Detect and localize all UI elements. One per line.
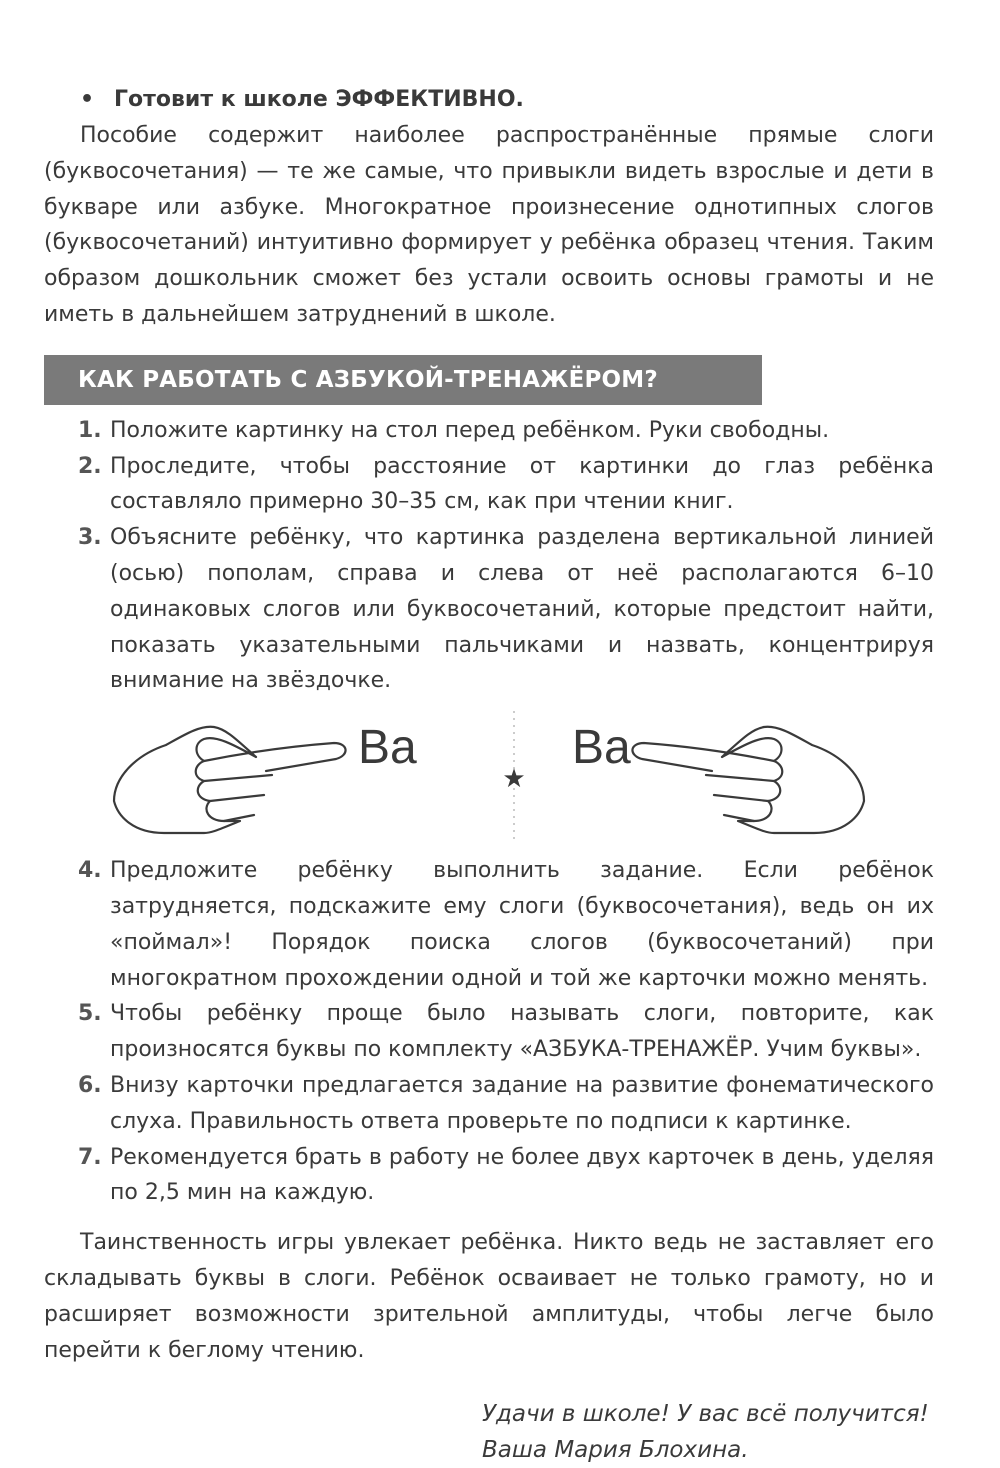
step-text: Внизу карточки предлагается задание на развитие фонематического слуха. Правильность ответа проверьте по подписи к картинке. bbox=[110, 1072, 934, 1134]
steps-list-part2 bbox=[44, 853, 934, 1211]
step-item bbox=[44, 520, 934, 699]
signature-line-1: Удачи в школе! У вас всё получится! bbox=[482, 1401, 929, 1428]
step-text: Предложите ребёнку выполнить задание. Если ребёнок затрудняется, подскажите ему слоги (буквосочетания), ведь он их «поймал»! Порядок поиска слогов (буквосочетаний) при многократном прохождении одной и той же карточки можно менять. bbox=[110, 858, 934, 991]
signature bbox=[482, 1396, 934, 1468]
steps-list-part1 bbox=[44, 413, 934, 699]
step-item bbox=[44, 413, 934, 449]
illustration-svg bbox=[44, 705, 934, 845]
step-number: 1. bbox=[78, 417, 102, 443]
left-syllable: Ba bbox=[358, 721, 417, 775]
pointing-hands-illustration bbox=[44, 705, 934, 845]
step-number: 3. bbox=[78, 525, 102, 551]
step-number: 2. bbox=[78, 453, 102, 479]
closing-paragraph: Таинственность игры увлекает ребёнка. Никто ведь не заставляет его складывать буквы в слоги. Ребёнок осваивает не только грамоту, но и расширяет возможности зрительной амплитуды, чтобы легче было перейти к беглому чтению. bbox=[44, 1230, 934, 1363]
step-text: Положите картинку на стол перед ребёнком. Руки свободны. bbox=[110, 417, 830, 443]
step-item bbox=[44, 996, 934, 1068]
step-item bbox=[44, 1068, 934, 1140]
bullet-heading-text: Готовит к школе ЭФФЕКТИВНО. bbox=[114, 87, 524, 112]
page-content bbox=[44, 82, 934, 1468]
step-text: Проследите, чтобы расстояние от картинки до глаз ребёнка составляло примерно 30–35 см, как при чтении книг. bbox=[110, 453, 934, 515]
right-hand-icon bbox=[632, 727, 864, 833]
step-number: 5. bbox=[78, 1001, 102, 1027]
step-text: Рекомендуется брать в работу не более двух карточек в день, уделяя по 2,5 мин на каждую. bbox=[110, 1144, 934, 1206]
step-number: 7. bbox=[78, 1144, 102, 1170]
step-text: Чтобы ребёнку проще было называть слоги, повторите, как произносятся буквы по комплекту «АЗБУКА-ТРЕНАЖЁР. Учим буквы». bbox=[110, 1001, 934, 1063]
bullet-heading bbox=[80, 82, 934, 118]
step-number: 6. bbox=[78, 1072, 102, 1098]
intro-paragraph: Пособие содержит наиболее распространённые прямые слоги (буквосочетания) — те же самые, что привыкли видеть взрослые и дети в букваре или азбуке. Многократное произнесение однотипных слогов (буквосочетаний) интуитивно формирует у ребёнка образец чтения. Таким образом дошкольник сможет без устали освоить основы грамоты и не иметь в дальнейшем затруднений в школе. bbox=[44, 123, 934, 327]
step-item bbox=[44, 1140, 934, 1212]
left-hand-icon bbox=[114, 727, 346, 833]
step-number: 4. bbox=[78, 858, 102, 884]
signature-line-2: Ваша Мария Блохина. bbox=[482, 1437, 749, 1464]
star-icon: ★ bbox=[502, 764, 526, 795]
step-item bbox=[44, 853, 934, 996]
right-syllable: Ba bbox=[572, 721, 631, 775]
section-title: КАК РАБОТАТЬ С АЗБУКОЙ-ТРЕНАЖЁРОМ? bbox=[44, 355, 762, 405]
step-text: Объясните ребёнку, что картинка разделена вертикальной линией (осью) пополам, справа и слева от неё располагаются 6–10 одинаковых слогов или буквосочетаний, которые предстоит найти, показать указательными пальчиками и назвать, концентрируя внимание на звёздочке. bbox=[110, 525, 934, 694]
bullet-dot: • bbox=[80, 87, 95, 112]
step-item bbox=[44, 449, 934, 521]
